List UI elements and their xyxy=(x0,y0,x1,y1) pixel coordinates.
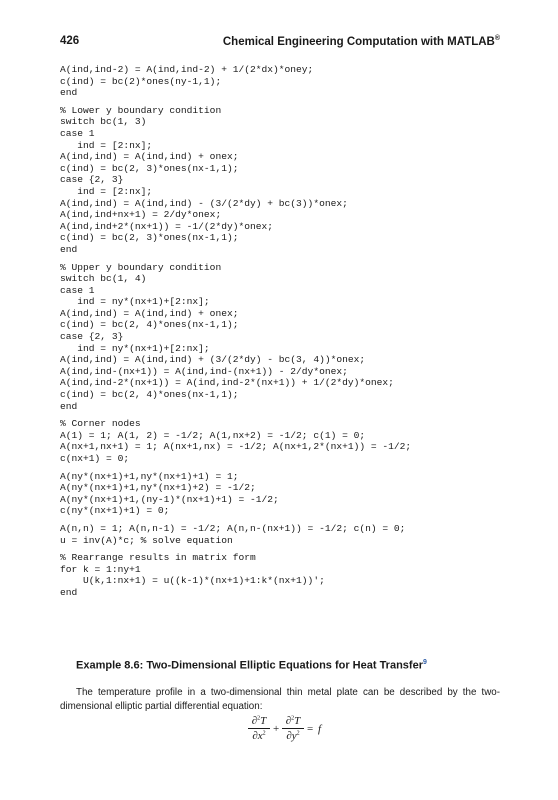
fraction-d2t-dx2 xyxy=(248,715,270,742)
exponent: 2 xyxy=(296,730,300,737)
code-line: case {2, 3} xyxy=(60,331,124,343)
code-line: A(ny*(nx+1)+1,ny*(nx+1)+1) = 1; xyxy=(60,470,239,482)
code-line: end xyxy=(60,400,78,412)
code-line: c(ind) = bc(2, 4)*ones(nx-1,1); xyxy=(60,389,239,401)
exponent: 2 xyxy=(291,715,295,722)
code-line: end xyxy=(60,243,78,255)
exponent: 2 xyxy=(262,730,266,737)
code-line: U(k,1:nx+1) = u((k-1)*(nx+1)+1:k*(nx+1))'; xyxy=(60,575,325,587)
running-head xyxy=(223,35,500,48)
code-line: % Corner nodes xyxy=(60,418,141,430)
code-line: % Lower y boundary condition xyxy=(60,104,222,116)
code-line: A(ind,ind) = A(ind,ind) - (3/(2*dy) + bc(3))*onex; xyxy=(60,197,348,209)
fraction-d2t-dy2 xyxy=(282,715,304,742)
partial-symbol: ∂ xyxy=(251,715,258,727)
code-line: c(ind) = bc(2)*ones(ny-1,1); xyxy=(60,75,222,87)
partial-symbol: ∂ xyxy=(285,715,292,727)
code-line: end xyxy=(60,87,78,99)
partial-x: ∂x xyxy=(252,730,263,742)
code-line: c(ind) = bc(2, 3)*ones(nx-1,1); xyxy=(60,162,239,174)
example-heading xyxy=(76,659,427,672)
code-line: ind = ny*(nx+1)+[2:nx]; xyxy=(60,296,210,308)
code-line: A(ind,ind-(nx+1)) = A(ind,ind-(nx+1)) - 2/dy*onex; xyxy=(60,365,348,377)
code-line: % Rearrange results in matrix form xyxy=(60,552,256,564)
body-paragraph: The temperature profile in a two-dimensional thin metal plate can be described by the two-dimensional elliptic partial differential equation: xyxy=(60,687,500,712)
code-block xyxy=(60,64,530,599)
code-line: A(ind,ind-2) = A(ind,ind-2) + 1/(2*dx)*oney; xyxy=(60,64,314,75)
code-line: for k = 1:ny+1 xyxy=(60,563,141,575)
page-number: 426 xyxy=(60,35,80,47)
code-line: ind = [2:nx]; xyxy=(60,185,153,197)
code-line: A(ind,ind+2*(nx+1)) = -1/(2*dy)*onex; xyxy=(60,220,274,232)
code-line: A(1) = 1; A(1, 2) = -1/2; A(1,nx+2) = -1/2; c(1) = 0; xyxy=(60,429,366,441)
code-line: case {2, 3} xyxy=(60,174,124,186)
code-line: c(ind) = bc(2, 3)*ones(nx-1,1); xyxy=(60,232,239,244)
variable-t: T xyxy=(260,715,267,727)
footnote-mark: 9 xyxy=(422,659,427,666)
equation xyxy=(248,715,328,749)
rhs-f: f xyxy=(318,723,322,735)
exponent: 2 xyxy=(257,715,261,722)
code-line: ind = ny*(nx+1)+[2:nx]; xyxy=(60,342,210,354)
code-line: % Upper y boundary condition xyxy=(60,261,222,273)
example-heading-text: Example 8.6: Two-Dimensional Elliptic Equations for Heat Transfer xyxy=(76,659,423,672)
running-head-title: Chemical Engineering Computation with MATLAB xyxy=(222,35,495,48)
code-line: c(ny*(nx+1)+1) = 0; xyxy=(60,505,170,517)
code-line: c(ind) = bc(2, 4)*ones(nx-1,1); xyxy=(60,319,239,331)
code-line: A(ind,ind) = A(ind,ind) + onex; xyxy=(60,307,239,319)
registered-mark: ® xyxy=(494,35,500,42)
code-line: A(n,n) = 1; A(n,n-1) = -1/2; A(n,n-(nx+1)) = -1/2; c(n) = 0; xyxy=(60,522,406,534)
code-line: A(ind,ind) = A(ind,ind) + onex; xyxy=(60,151,239,163)
code-line: A(nx+1,nx+1) = 1; A(nx+1,nx) = -1/2; A(nx+1,2*(nx+1)) = -1/2; xyxy=(60,441,412,453)
code-line: switch bc(1, 4) xyxy=(60,273,147,285)
code-line: case 1 xyxy=(60,127,95,139)
partial-y: ∂y xyxy=(286,730,297,742)
code-line: A(ny*(nx+1)+1,(ny-1)*(nx+1)+1) = -1/2; xyxy=(60,493,279,505)
code-line: switch bc(1, 3) xyxy=(60,116,147,128)
code-line: c(nx+1) = 0; xyxy=(60,453,130,464)
code-line: end xyxy=(60,586,78,598)
code-line: A(ind,ind-2*(nx+1)) = A(ind,ind-2*(nx+1)) + 1/(2*dy)*onex; xyxy=(60,377,394,389)
code-line: A(ind,ind+nx+1) = 2/dy*onex; xyxy=(60,209,222,221)
code-line: ind = [2:nx]; xyxy=(60,139,153,151)
code-line: u = inv(A)*c; % solve equation xyxy=(60,534,233,546)
variable-t: T xyxy=(294,715,301,727)
equals-sign: = xyxy=(307,723,314,735)
code-line: A(ind,ind) = A(ind,ind) + (3/(2*dy) - bc(3, 4))*onex; xyxy=(60,354,366,366)
code-line: case 1 xyxy=(60,284,95,296)
plus-sign: + xyxy=(273,723,280,735)
code-line: A(ny*(nx+1)+1,ny*(nx+1)+2) = -1/2; xyxy=(60,482,256,494)
